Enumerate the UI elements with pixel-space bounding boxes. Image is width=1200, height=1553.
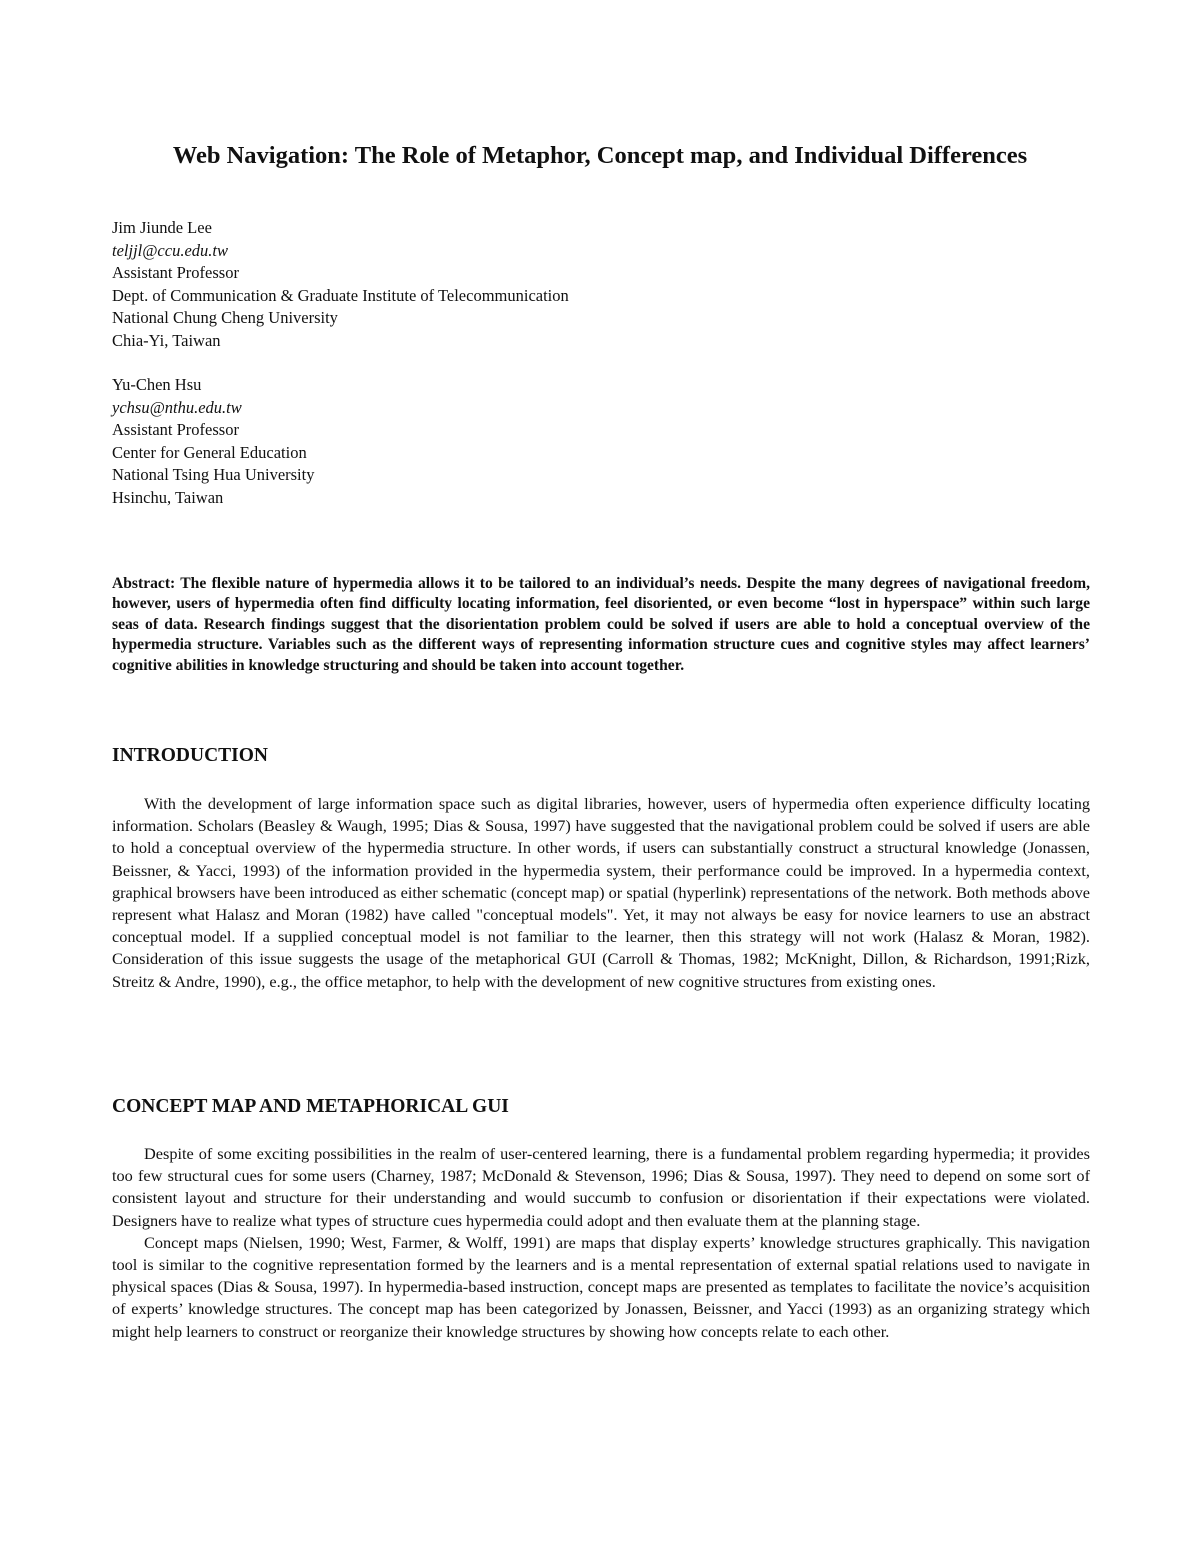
author-email: ychsu@nthu.edu.tw [112, 397, 242, 417]
author-location: Hsinchu, Taiwan [112, 487, 224, 507]
author-position: Assistant Professor [112, 420, 239, 440]
author-name: Yu-Chen Hsu [112, 375, 202, 394]
author-university: National Chung Cheng University [112, 308, 338, 328]
author-department: Dept. of Communication & Graduate Institute of Telecommunication [112, 285, 569, 305]
author-university: National Tsing Hua University [112, 465, 315, 485]
section-heading-concept-map: CONCEPT MAP AND METAPHORICAL GUI [112, 1096, 509, 1117]
paper-title: Web Navigation: The Role of Metaphor, Concept map, and Individual Differences [172, 142, 1028, 169]
section-heading-introduction: INTRODUCTION [112, 745, 269, 766]
section-body-concept-map [112, 1143, 1090, 1343]
paragraph: With the development of large information space such as digital libraries, however, users of hypermedia often experience difficulty locating information. Scholars (Beasley & Waugh, 1995; Dias & Sousa, 1997) have suggested that the navigational problem could be solved if users are able to hold a conceptual overview of the hypermedia structure. In other words, if users can substantially construct a structural knowledge (Jonassen, Beissner, & Yacci, 1993) of the information provided in the hypermedia system, their performance could be improved. In a hypermedia context, graphical browsers have been introduced as either schematic (concept map) or spatial (hyperlink) representations of the network. Both methods above represent what Halasz and Moran (1982) have called "conceptual models". Yet, it may not always be easy for novice learners to use an abstract conceptual model. If a supplied conceptual model is not familiar to the learner, then this strategy will not work (Halasz & Moran, 1982). Consideration of this issue suggests the usage of the metaphorical GUI (Carroll & Thomas, 1982; McKnight, Dillon, & Richardson, 1991;Rizk, Streitz & Andre, 1990), e.g., the office metaphor, to help with the development of new cognitive structures from existing ones. [112, 794, 1090, 991]
author-position: Assistant Professor [112, 263, 239, 283]
author-department: Center for General Education [112, 442, 307, 462]
section-body-introduction [112, 793, 1090, 993]
author-block [112, 217, 912, 353]
abstract: Abstract: The flexible nature of hypermedia allows it to be tailored to an individual’s needs. Despite the many degrees of navigational freedom, however, users of hypermedia often find difficulty locating information, feel disoriented, or even become “lost in hyperspace” within such large seas of data. Research findings suggest that the disorientation problem could be solved if users are able to hold a conceptual overview of the hypermedia structure. Variables such as the different ways of representing information structure cues and cognitive styles may affect learners’ cognitive abilities in knowledge structuring and should be taken into account together. [112, 575, 1090, 674]
author-block [112, 374, 912, 510]
author-email: teljjl@ccu.edu.tw [112, 240, 228, 260]
paragraph: Despite of some exciting possibilities in the realm of user-centered learning, there is a fundamental problem regarding hypermedia; it provides too few structural cues for some users (Charney, 1987; McDonald & Stevenson, 1996; Dias & Sousa, 1997). They need to depend on some sort of consistent layout and structure for their understanding and would succumb to confusion or disorientation if their expectations were violated. Designers have to realize what types of structure cues hypermedia could adopt and then evaluate them at the planning stage. [112, 1144, 1090, 1230]
author-location: Chia-Yi, Taiwan [112, 330, 221, 350]
author-name: Jim Jiunde Lee [112, 218, 212, 237]
paragraph: Concept maps (Nielsen, 1990; West, Farmer, & Wolff, 1991) are maps that display experts’ knowledge structures graphically. This navigation tool is similar to the cognitive representation formed by the learners and is a mental representation of external spatial relations used to navigate in physical spaces (Dias & Sousa, 1997). In hypermedia-based instruction, concept maps are presented as templates to facilitate the novice’s acquisition of experts’ knowledge structures. The concept map has been categorized by Jonassen, Beissner, and Yacci (1993) as an organizing strategy which might help learners to construct or reorganize their knowledge structures by showing how concepts relate to each other. [112, 1232, 1090, 1341]
